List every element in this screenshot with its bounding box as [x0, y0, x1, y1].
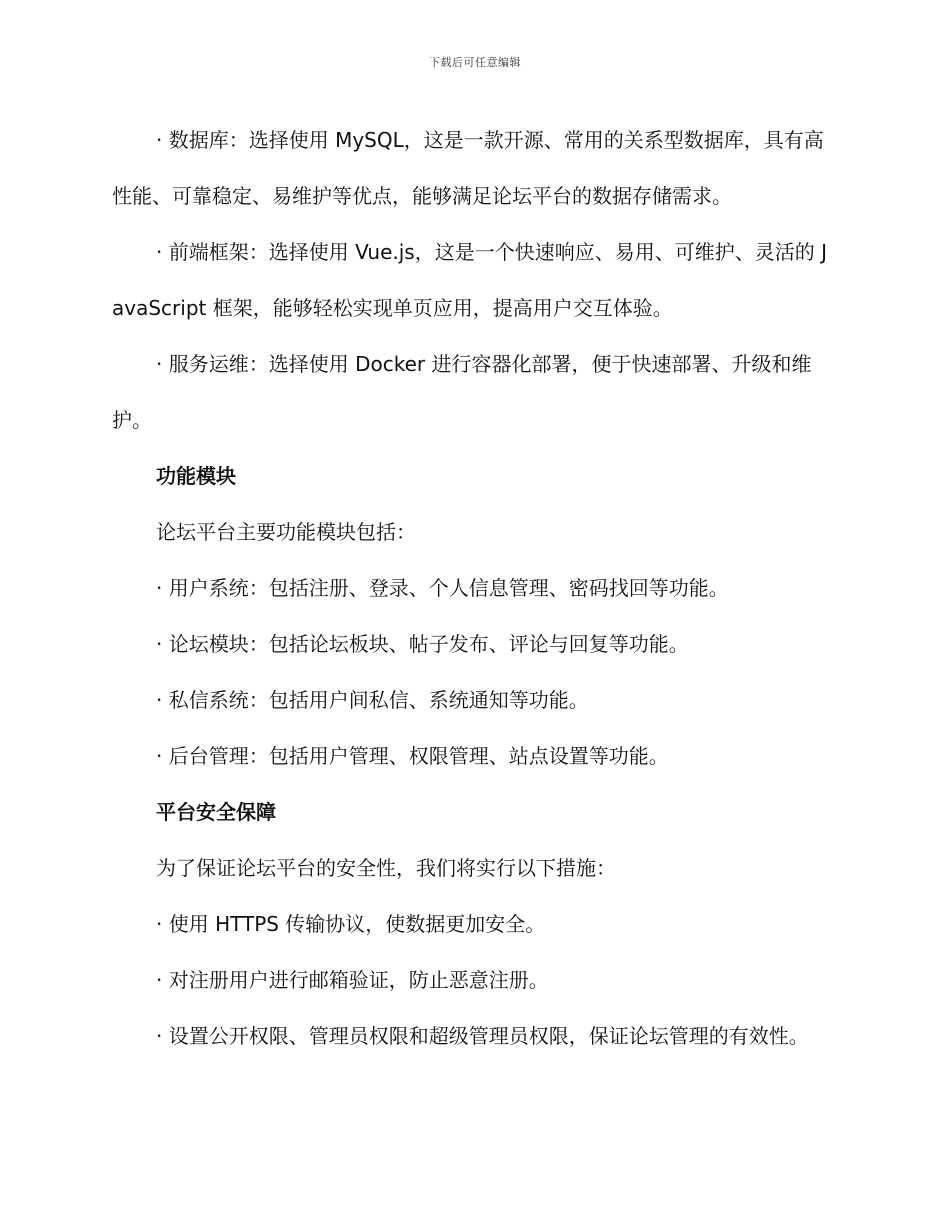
bullet-permissions: · 设置公开权限、管理员权限和超级管理员权限，保证论坛管理的有效性。 — [156, 1024, 809, 1048]
modules-intro: 论坛平台主要功能模块包括： — [156, 520, 416, 544]
section-heading-security: 平台安全保障 — [156, 800, 276, 824]
bullet-frontend-framework: · 前端框架：选择使用 Vue.js，这是一个快速响应、易用、可维护、灵活的 JavaScript 框架，能够轻松实现单页应用，提高用户交互体验。 — [112, 240, 827, 320]
bullet-admin: · 后台管理：包括用户管理、权限管理、站点设置等功能。 — [156, 744, 669, 768]
bullet-database: · 数据库：选择使用 MySQL，这是一款开源、常用的关系型数据库，具有高性能、可靠稳定、易维护等优点，能够满足论坛平台的数据存储需求。 — [112, 128, 824, 208]
document-body — [112, 112, 836, 1064]
bullet-devops: · 服务运维：选择使用 Docker 进行容器化部署，便于快速部署、升级和维护。 — [112, 352, 812, 432]
bullet-https: · 使用 HTTPS 传输协议，使数据更加安全。 — [156, 912, 546, 936]
bullet-forum-module: · 论坛模块：包括论坛板块、帖子发布、评论与回复等功能。 — [156, 632, 689, 656]
page-header: 下载后可任意编辑 — [429, 56, 521, 69]
bullet-email-verification: · 对注册用户进行邮箱验证，防止恶意注册。 — [156, 968, 549, 992]
bullet-user-system: · 用户系统：包括注册、登录、个人信息管理、密码找回等功能。 — [156, 576, 729, 600]
security-intro: 为了保证论坛平台的安全性，我们将实行以下措施： — [156, 856, 616, 880]
section-heading-modules: 功能模块 — [156, 464, 236, 488]
bullet-private-message: · 私信系统：包括用户间私信、系统通知等功能。 — [156, 688, 589, 712]
